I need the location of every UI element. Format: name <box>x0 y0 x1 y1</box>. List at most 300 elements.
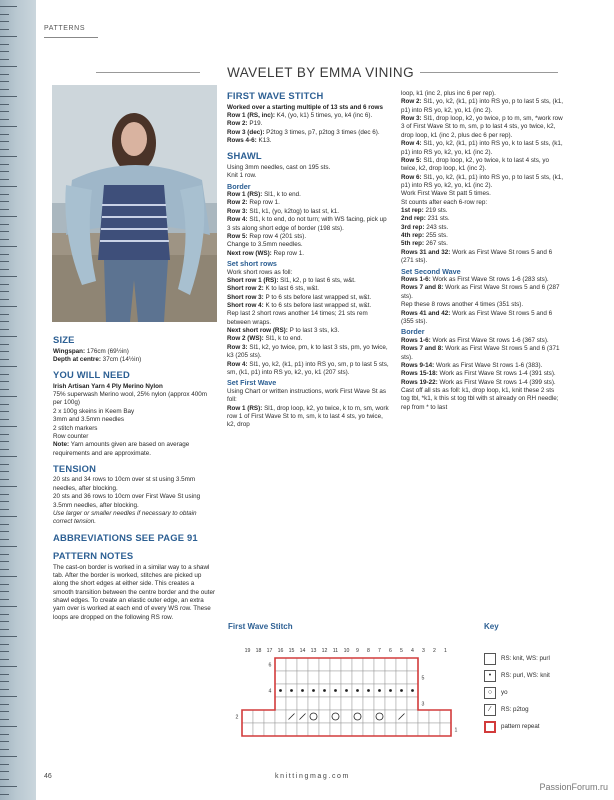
chart-row-number: 4 <box>268 688 272 695</box>
purl-dot <box>279 689 282 692</box>
ruler-tick <box>0 254 9 255</box>
ruler-tick <box>0 96 17 97</box>
purl-dot <box>323 689 326 692</box>
chart-key <box>484 653 564 738</box>
chart-cell <box>418 723 429 736</box>
purl-dot <box>334 689 337 692</box>
instruction-row: 4th rep: 255 sts. <box>401 232 448 240</box>
ruler-tick <box>0 434 9 435</box>
chart-cell <box>330 671 341 684</box>
chart-cell <box>352 723 363 736</box>
ruler-tick <box>0 351 9 352</box>
purl-dot <box>290 689 293 692</box>
chart-title: First Wave Stitch <box>228 622 293 631</box>
ruler-tick <box>0 74 9 75</box>
key-item: RS: knit, WS: purl <box>484 653 564 665</box>
chart-column-number: 13 <box>310 648 317 654</box>
ruler-tick <box>0 126 17 127</box>
ruler-tick <box>0 711 9 712</box>
size-line: Wingspan: 176cm (69½in) <box>53 347 129 355</box>
shawl-intro-line: Knit 1 row. <box>227 172 257 180</box>
instruction-row: Short row 3: P to 6 sts before last wrapped st, w&t. <box>227 293 372 301</box>
ruler-tick <box>0 546 17 547</box>
chart-column-number: 16 <box>277 648 284 654</box>
ruler-tick <box>0 786 17 787</box>
ruler-tick <box>0 306 17 307</box>
chart-cell <box>352 697 363 710</box>
ruler-tick <box>0 141 9 142</box>
ruler-tick <box>0 779 9 780</box>
chart-column-number: 7 <box>378 648 381 654</box>
ruler-tick <box>0 194 9 195</box>
ruler-tick <box>0 209 9 210</box>
ruler-tick <box>0 36 17 37</box>
chart-cell <box>440 710 451 723</box>
ruler-tick <box>0 636 17 637</box>
ruler-tick <box>0 359 9 360</box>
ruler-tick <box>0 659 9 660</box>
chart-cell <box>429 723 440 736</box>
short-rows <box>227 269 391 378</box>
chart-cell <box>341 723 352 736</box>
chart-cell <box>341 671 352 684</box>
ruler-tick <box>0 291 9 292</box>
size-line: Depth at centre: 37cm (14½in) <box>53 355 142 363</box>
slash-square-icon: ⁄ <box>484 704 496 716</box>
chart-cell <box>396 671 407 684</box>
ruler-tick <box>0 164 9 165</box>
ruler-tick <box>0 704 9 705</box>
ruler-tick <box>0 794 9 795</box>
watermark: PassionForum.ru <box>539 782 608 792</box>
instruction-row: Rows 9-14: Work as First Wave St rows 1-6 (383). <box>401 361 543 369</box>
circle-square-icon: ○ <box>484 687 496 699</box>
yarn-note: Note: Yarn amounts given are based on average requirements and are approximate. <box>53 441 190 457</box>
yarn-name: Irish Artisan Yarn 4 Ply Merino Nylon <box>53 382 163 390</box>
ruler-tick <box>0 156 17 157</box>
ruler-tick <box>0 329 9 330</box>
shawl-heading: SHAWL <box>227 150 262 162</box>
chart-row-number: 1 <box>454 727 458 734</box>
instruction-row: Rows 19-22: Work as First Wave St rows 1-4 (399 sts). <box>401 378 556 386</box>
ruler-tick <box>0 576 17 577</box>
tension-line: 20 sts and 36 rows to 10cm over First Wave St using 3.5mm needles, after blocking. <box>53 493 201 509</box>
ruler-tick <box>0 674 9 675</box>
section-divider <box>44 37 98 38</box>
ruler-tick <box>0 719 9 720</box>
need-line: 75% superwash Merino wool, 25% nylon (approx 400m per 100g) <box>53 391 208 407</box>
ruler-tick <box>0 644 9 645</box>
ruler-tick <box>0 501 9 502</box>
instruction-row: Row 3: Sl1, k1, (yo, k2tog) to last st, k1. <box>227 207 339 215</box>
instruction-row: Rep these 8 rows another 4 times (351 sts). <box>401 301 524 309</box>
column-right <box>401 90 564 412</box>
chart-cell <box>308 723 319 736</box>
blank-square-icon <box>484 653 496 665</box>
instruction-row: 2nd rep: 231 sts. <box>401 215 450 223</box>
chart-cell <box>374 697 385 710</box>
chart-cell <box>396 723 407 736</box>
ruler-tick <box>0 756 17 757</box>
ruler-tick <box>0 224 9 225</box>
chart-row-number: 6 <box>268 662 272 669</box>
chart-cell <box>330 723 341 736</box>
ruler-tick <box>0 231 9 232</box>
ruler-tick <box>0 404 9 405</box>
chart-cell <box>264 723 275 736</box>
key-title: Key <box>484 622 499 631</box>
stitch-rows <box>227 112 391 145</box>
chart-cell <box>407 658 418 671</box>
chart-cell <box>385 658 396 671</box>
ruler-tick <box>0 539 9 540</box>
ruler-tick <box>0 426 17 427</box>
ruler-tick <box>0 509 9 510</box>
ruler-tick <box>0 749 9 750</box>
chart-cell <box>363 671 374 684</box>
instruction-row: Rows 1-6: Work as First Wave St rows 1-6 (283 sts). <box>401 276 549 284</box>
pattern-notes-text: The cast-on border is worked in a similar way to a shawl tab. After the border is worked, stitches are picked up along the short edges at either side. This creates a smooth transition between the centre border and the outer shawl edges. To create an elastic outer edge, an extra yarn over is worked at each end of every WS row. These loops are dropped on the following RS row. <box>53 563 216 621</box>
continued-rows <box>401 90 564 266</box>
chart-cell <box>319 658 330 671</box>
chart-cell <box>407 710 418 723</box>
chart-cell <box>385 697 396 710</box>
ruler-tick <box>0 389 9 390</box>
chart-column-number: 18 <box>255 648 262 654</box>
ruler-tick <box>0 569 9 570</box>
chart-column-number: 10 <box>343 648 350 654</box>
instruction-row: Row 3: Sl1, drop loop, k2, yo twice, p to m, sm, *work row 3 of First Wave St to m, sm, p to last 4 sts, yo twice, k2, drop loop, k1 (inc 2, plus dec 6 per rep). <box>401 115 563 139</box>
instruction-row: 5th rep: 267 sts. <box>401 240 448 248</box>
chart-cell <box>286 658 297 671</box>
chart-cell <box>374 671 385 684</box>
chart-cell <box>341 710 352 723</box>
ruler-tick <box>0 726 17 727</box>
model-photo <box>52 85 217 322</box>
chart-cell <box>363 697 374 710</box>
ruler-tick <box>0 584 9 585</box>
ruler-tick <box>0 666 17 667</box>
you-will-need-heading: YOU WILL NEED <box>53 369 130 381</box>
instruction-row: Rows 41 and 42: Work as First Wave St rows 5 and 6 (355 sts). <box>401 309 553 325</box>
ruler-tick <box>0 51 9 52</box>
chart-cell <box>319 671 330 684</box>
chart-cell <box>396 697 407 710</box>
ruler-tick <box>0 284 9 285</box>
instruction-row: Row 5: Rep row 4 (201 sts). <box>227 232 307 240</box>
chart-cell <box>297 658 308 671</box>
chart-cell <box>319 723 330 736</box>
ruler-tick <box>0 179 9 180</box>
title-rule-left <box>96 72 200 73</box>
border-subheading: Border <box>227 181 251 191</box>
ruler-tick <box>0 524 9 525</box>
chart-cell <box>253 723 264 736</box>
ruler-tick <box>0 651 9 652</box>
chart-cell <box>308 658 319 671</box>
chart-cell <box>242 710 253 723</box>
ruler-tick <box>0 261 9 262</box>
key-item: • RS: purl, WS: knit <box>484 670 564 682</box>
instruction-row: Row 1 (RS, inc): K4, (yo, k1) 5 times, yo, k4 (inc 6). <box>227 111 373 119</box>
ruler-tick <box>0 59 9 60</box>
ruler-tick <box>0 606 17 607</box>
ruler-tick <box>0 104 9 105</box>
first-wave-stitch-heading: FIRST WAVE STITCH <box>227 90 324 101</box>
instruction-row: Rows 4-6: K13. <box>227 136 272 144</box>
ruler-tick <box>0 516 17 517</box>
tension-heading: TENSION <box>53 462 97 474</box>
ruler-tick <box>0 171 9 172</box>
final-border-rows <box>401 337 564 412</box>
instruction-row: 3rd rep: 243 sts. <box>401 223 449 231</box>
instruction-row: Rows 7 and 8: Work as First Wave St rows 5 and 6 (371 sts). <box>401 345 560 361</box>
chart-column-number: 15 <box>288 648 295 654</box>
chart-cell <box>385 723 396 736</box>
instruction-row: Row 3 (dec): P2tog 3 times, p7, p2tog 3 times (dec 6). <box>227 128 380 136</box>
page-number: 46 <box>44 773 52 780</box>
key-item: ○ yo <box>484 687 564 699</box>
tension-line: 20 sts and 34 rows to 10cm over st st using 3.5mm needles, after blocking. <box>53 476 196 492</box>
chart-cell <box>297 671 308 684</box>
ruler-tick <box>0 216 17 217</box>
stitch-intro: Worked over a starting multiple of 13 sts and 6 rows <box>227 103 383 111</box>
chart-column-number: 4 <box>411 648 414 654</box>
instruction-row: Row 3: Sl1, k2, yo twice, pm, k to last 3 sts, pm, yo twice, k3 (205 sts). <box>227 343 388 360</box>
ruler-tick <box>0 21 9 22</box>
chart-column-number: 1 <box>444 648 447 654</box>
instruction-row: Row 2: Rep row 1. <box>227 199 280 207</box>
chart-cell <box>253 710 264 723</box>
ruler-tick <box>0 464 9 465</box>
instruction-row: Row 5: Sl1, drop loop, k2, yo twice, k to last 4 sts, yo twice, k2, drop loop, k1 (inc 2). <box>401 156 550 173</box>
chart-column-number: 2 <box>433 648 436 654</box>
ruler-tick <box>0 14 9 15</box>
chart-row-number: 5 <box>421 675 425 682</box>
website: knittingmag.com <box>275 773 350 780</box>
chart-cell <box>286 671 297 684</box>
ruler-tick <box>0 411 9 412</box>
chart-cell <box>308 697 319 710</box>
ruler-tick <box>0 591 9 592</box>
ruler-tick <box>0 201 9 202</box>
purl-dot <box>345 689 348 692</box>
instruction-row: Row 6: Sl1, yo, k2, (k1, p1) into RS yo, p to last 5 sts, (k1, p1) into RS yo, k2, yo, k1 (inc 2). <box>401 173 564 189</box>
chart-cell <box>407 697 418 710</box>
instruction-row: Rows 15-18: Work as First Wave St rows 1-4 (391 sts). <box>401 370 556 378</box>
ruler-tick <box>0 441 9 442</box>
need-line: 2 x 100g skeins in Keem Bay <box>53 407 135 415</box>
chart-cell <box>264 710 275 723</box>
chart-cell <box>385 710 396 723</box>
tension-advice: Use larger or smaller needles if necessary to obtain correct tension. <box>53 509 197 526</box>
ruler-tick <box>0 741 9 742</box>
chart-column-number: 14 <box>299 648 306 654</box>
ruler-tick <box>0 381 9 382</box>
ruler-tick <box>0 614 9 615</box>
border-rows <box>227 191 391 258</box>
ruler-tick <box>0 44 9 45</box>
purl-dot <box>400 689 403 692</box>
need-line: Row counter <box>53 432 89 440</box>
need-line: 3mm and 3.5mm needles <box>53 416 125 424</box>
ruler-tick <box>0 239 9 240</box>
chart-cell <box>297 723 308 736</box>
instruction-row: Change to 3.5mm needles. <box>227 241 303 249</box>
instruction-row: loop, k1 (inc 2, plus inc 6 per rep). <box>401 90 496 97</box>
ruler-tick <box>0 134 9 135</box>
ruler-tick <box>0 734 9 735</box>
instruction-row: Next row (WS): Rep row 1. <box>227 249 304 257</box>
chart-cell <box>363 723 374 736</box>
chart-cell <box>352 671 363 684</box>
chart-cell <box>374 723 385 736</box>
ruler-tick <box>0 494 9 495</box>
ruler-tick <box>0 449 9 450</box>
chart-cell <box>418 710 429 723</box>
key-item: pattern repeat <box>484 721 564 733</box>
ruler-tick <box>0 396 17 397</box>
pattern-notes-heading: PATTERN NOTES <box>53 550 134 562</box>
ruler-tick <box>0 621 9 622</box>
chart-column-number: 19 <box>244 648 251 654</box>
ruler-tick <box>0 111 9 112</box>
chart-cell <box>297 697 308 710</box>
ruler-tick <box>0 374 9 375</box>
ruler-tick <box>0 66 17 67</box>
need-line: 2 stitch markers <box>53 424 98 432</box>
model-photo-illustration <box>52 85 217 322</box>
ruler-tick <box>0 299 9 300</box>
chart-cell <box>330 658 341 671</box>
ruler-tick <box>0 269 9 270</box>
chart-column-number: 3 <box>422 648 425 654</box>
section-label: PATTERNS <box>44 25 86 32</box>
ruler-tick <box>0 336 17 337</box>
chart-cell <box>275 710 286 723</box>
ruler-tick <box>0 314 9 315</box>
chart-cell <box>242 723 253 736</box>
purl-dot <box>378 689 381 692</box>
instruction-row: Using Chart or written instructions, work First Wave St as foll: <box>227 387 386 404</box>
final-border-subheading: Border <box>401 327 425 337</box>
chart-cell <box>341 697 352 710</box>
chart-cell <box>308 671 319 684</box>
instruction-row: Rep last 2 short rows another 14 times; 21 sts rem between wraps. <box>227 310 368 326</box>
instruction-row: Row 1 (RS): Sl1, drop loop, k2, yo twice, k to m, sm, work row 1 of First Wave St to m, sm, k to last 4 sts, yo twice, k2, drop <box>227 404 389 429</box>
size-heading: SIZE <box>53 334 75 345</box>
chart-cell <box>374 658 385 671</box>
instruction-row: Short row 2: K to last 6 sts, w&t. <box>227 285 320 293</box>
instruction-row: Rows 1-6: Work as First Wave St rows 1-6 (367 sts). <box>401 336 549 344</box>
purl-dot <box>367 689 370 692</box>
chart-cell <box>275 671 286 684</box>
ruler-tick <box>0 149 9 150</box>
chart-row-number: 2 <box>235 714 239 721</box>
chart-cell <box>363 710 374 723</box>
ruler-tick <box>0 531 9 532</box>
instruction-row: Work First Wave St patt 5 times. <box>401 190 491 198</box>
ruler-tick <box>0 344 9 345</box>
ruler-tick <box>0 456 17 457</box>
ruler-tick <box>0 6 17 7</box>
ruler-tick <box>0 321 9 322</box>
set-short-rows-subheading: Set short rows <box>227 258 277 268</box>
first-wave-rows <box>227 388 391 430</box>
ruler-tick <box>0 419 9 420</box>
ruler-tick <box>0 696 17 697</box>
chart-cell <box>286 697 297 710</box>
chart-cell <box>319 710 330 723</box>
instruction-row: 1st rep: 219 sts. <box>401 207 448 215</box>
chart-cell <box>429 710 440 723</box>
chart-cell <box>407 723 418 736</box>
chart-cell <box>330 697 341 710</box>
column-middle <box>227 90 391 430</box>
dot-square-icon: • <box>484 670 496 682</box>
ruler-tick <box>0 771 9 772</box>
purl-dot <box>301 689 304 692</box>
column-left <box>53 334 216 622</box>
measuring-ruler <box>0 0 36 800</box>
chart-cell <box>407 671 418 684</box>
ruler-tick <box>0 119 9 120</box>
ruler-tick <box>0 561 9 562</box>
ruler-tick <box>0 599 9 600</box>
chart-cell <box>286 723 297 736</box>
instruction-row: Row 4: Sl1, yo, k2, (k1, p1) into RS yo, k to last 5 sts, (k1, p1) into RS yo, k2, yo, k1 (inc 2). <box>401 140 563 156</box>
ruler-tick <box>0 681 9 682</box>
red-square-icon <box>484 721 496 733</box>
ruler-tick <box>0 486 17 487</box>
abbreviations-heading: ABBREVIATIONS SEE PAGE 91 <box>53 531 198 543</box>
chart-cell <box>440 723 451 736</box>
instruction-row: Work short rows as foll: <box>227 268 293 276</box>
instruction-row: Row 1 (RS): Sl1, k to end. <box>227 191 301 199</box>
ruler-tick <box>0 689 9 690</box>
chart-cell <box>352 658 363 671</box>
chart-cell <box>319 697 330 710</box>
instruction-row: Row 2: Sl1, yo, k2, (k1, p1) into RS yo, p to last 5 sts, (k1, p1) into RS yo, k2, yo, k1 (inc 2). <box>401 98 564 114</box>
ruler-tick <box>0 764 9 765</box>
shawl-intro-line: Using 3mm needles, cast on 195 sts. <box>227 163 331 171</box>
ruler-tick <box>0 276 17 277</box>
ruler-tick <box>0 29 9 30</box>
instruction-row: Cast off all sts as foll: k1, drop loop, k1, knit these 2 sts tog tbl, *k1, k this st tog tbl with st already on RH needle; rep from * to last <box>401 387 559 411</box>
ruler-tick <box>0 629 9 630</box>
chart-column-number: 5 <box>400 648 403 654</box>
instruction-row: Rows 7 and 8: Work as First Wave St rows 5 and 6 (287 sts). <box>401 284 560 300</box>
stitch-chart <box>222 642 472 742</box>
chart-cell <box>275 658 286 671</box>
chart-column-number: 12 <box>321 648 328 654</box>
ruler-tick <box>0 246 17 247</box>
ruler-tick <box>0 366 17 367</box>
instruction-row: Row 4: Sl1, yo, k2, (k1, p1) into RS yo, sm, p to last 5 sts, sm, (k1, p1) into RS yo, k2, yo, k1 (207 sts). <box>227 360 389 376</box>
ruler-tick <box>0 81 9 82</box>
instruction-row: Short row 1 (RS): Sl1, k2, p to last 6 sts, w&t. <box>227 276 356 284</box>
set-first-wave-subheading: Set First Wave <box>227 378 277 388</box>
chart-row-number: 3 <box>421 701 425 708</box>
chart-column-number: 6 <box>389 648 392 654</box>
chart-cell <box>363 658 374 671</box>
ruler-tick <box>0 471 9 472</box>
chart-column-number: 17 <box>266 648 273 654</box>
purl-dot <box>312 689 315 692</box>
ruler-tick <box>0 554 9 555</box>
ruler-tick <box>0 89 9 90</box>
key-item: ⁄ RS: p2tog <box>484 704 564 716</box>
